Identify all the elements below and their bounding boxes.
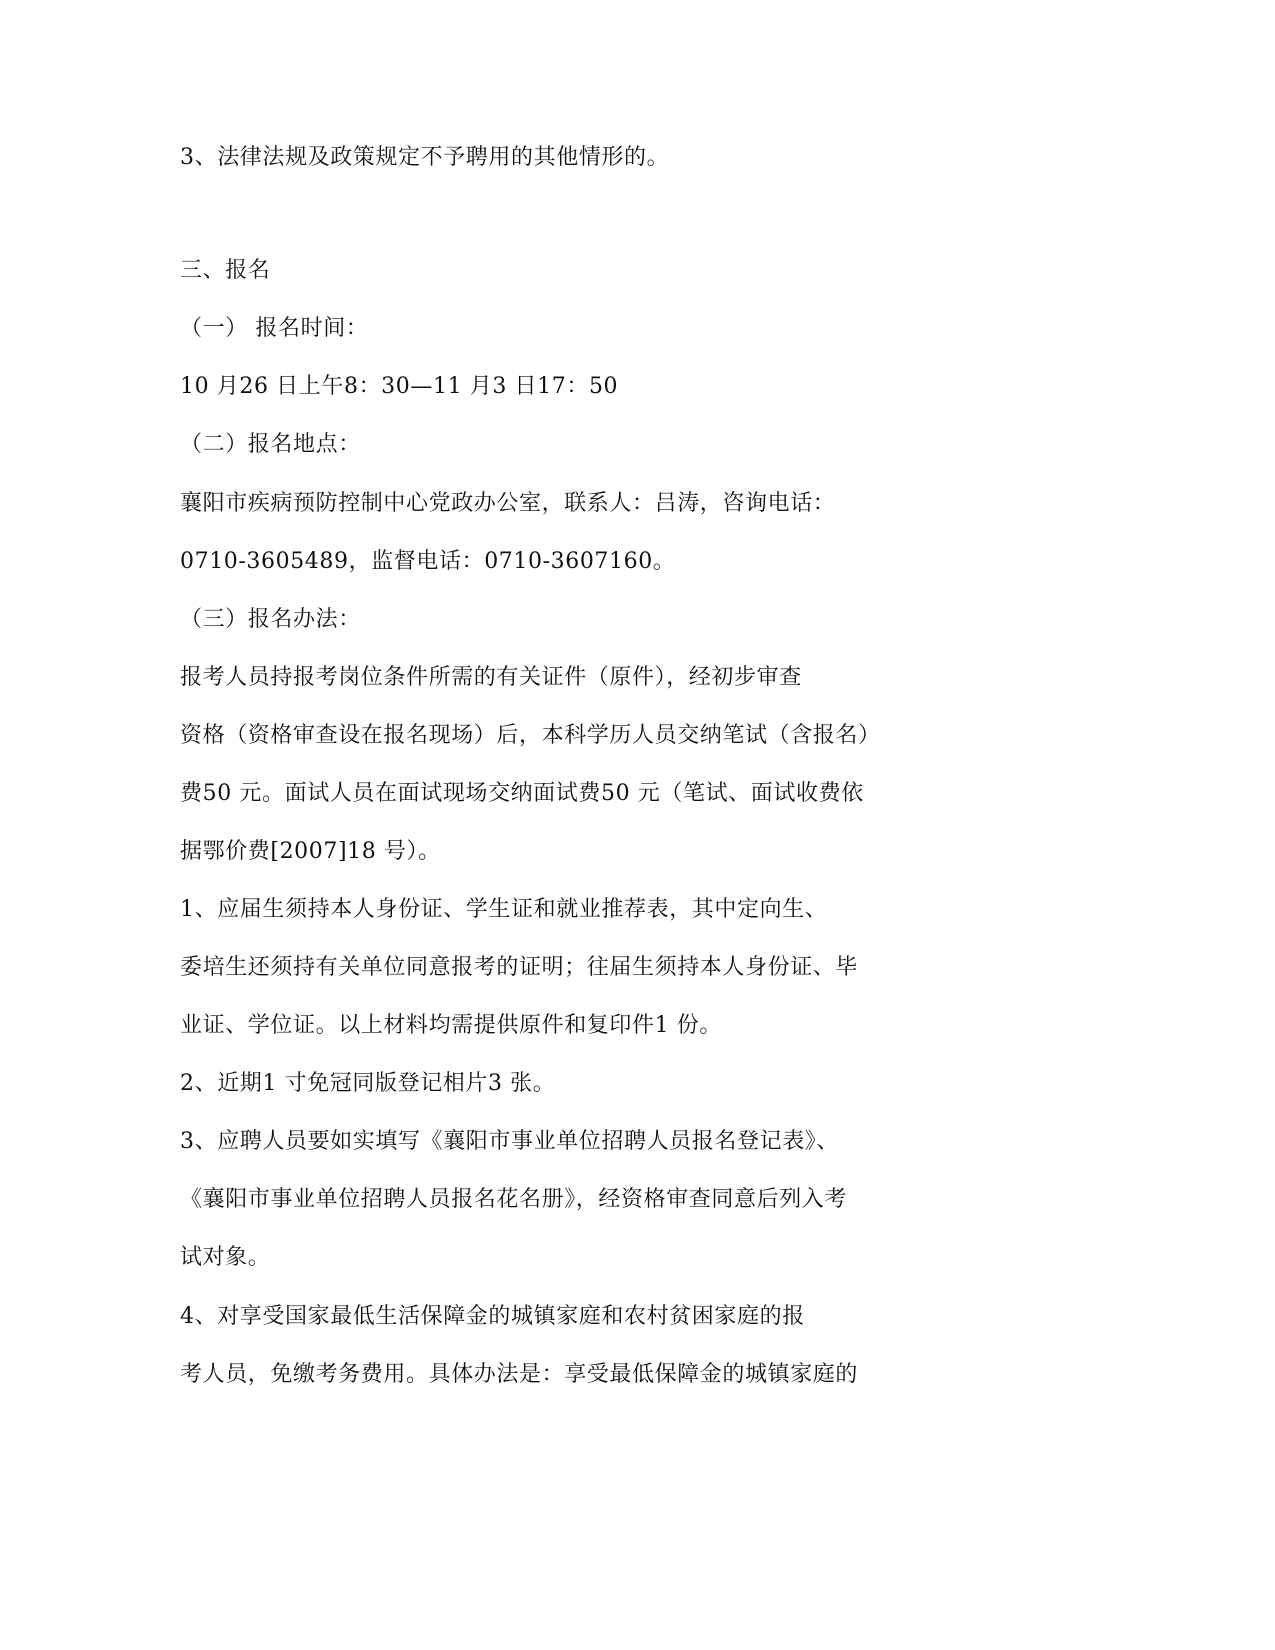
registration-method-line-2: 资格（资格审查设在报名现场）后，本科学历人员交纳笔试（含报名） — [180, 723, 881, 748]
item-2-line-1: 2、近期1 寸免冠同版登记相片3 张。 — [180, 1071, 556, 1096]
item-1-line-3: 业证、学位证。以上材料均需提供原件和复印件1 份。 — [180, 1013, 722, 1038]
registration-location-line-1: 襄阳市疾病预防控制中心党政办公室，联系人：吕涛，咨询电话： — [180, 491, 836, 516]
item-3-line-3: 试对象。 — [180, 1245, 271, 1270]
registration-method-line-4: 据鄂价费[2007]18 号）。 — [180, 839, 441, 864]
registration-time-value: 10 月26 日上午8：30—11 月3 日17：50 — [180, 374, 619, 399]
registration-method-line-1: 报考人员持报考岗位条件所需的有关证件（原件），经初步审查 — [180, 665, 802, 690]
item-1-line-2: 委培生还须持有关单位同意报考的证明；往届生须持本人身份证、毕 — [180, 955, 859, 980]
registration-method-line-3: 费50 元。面试人员在面试现场交纳面试费50 元（笔试、面试收费依 — [180, 781, 864, 806]
section-heading-registration: 三、报名 — [180, 258, 271, 283]
item-3-line-1: 3、应聘人员要如实填写《襄阳市事业单位招聘人员报名登记表》、 — [180, 1129, 839, 1154]
registration-location-line-2: 0710-3605489，监督电话：0710-3607160。 — [180, 549, 676, 574]
paragraph-legal-exclusion: 3、法律法规及政策规定不予聘用的其他情形的。 — [180, 145, 670, 170]
item-3-line-2: 《襄阳市事业单位招聘人员报名花名册》，经资格审查同意后列入考 — [180, 1187, 848, 1212]
subheading-registration-method: （三）报名办法： — [180, 607, 361, 632]
item-4-line-1: 4、对享受国家最低生活保障金的城镇家庭和农村贫困家庭的报 — [180, 1304, 805, 1329]
subheading-registration-location: （二）报名地点： — [180, 432, 361, 457]
item-1-line-1: 1、应届生须持本人身份证、学生证和就业推荐表，其中定向生、 — [180, 897, 828, 922]
subheading-registration-time: （一） 报名时间： — [180, 316, 369, 341]
item-4-line-2: 考人员，免缴考务费用。具体办法是：享受最低保障金的城镇家庭的 — [180, 1362, 859, 1387]
